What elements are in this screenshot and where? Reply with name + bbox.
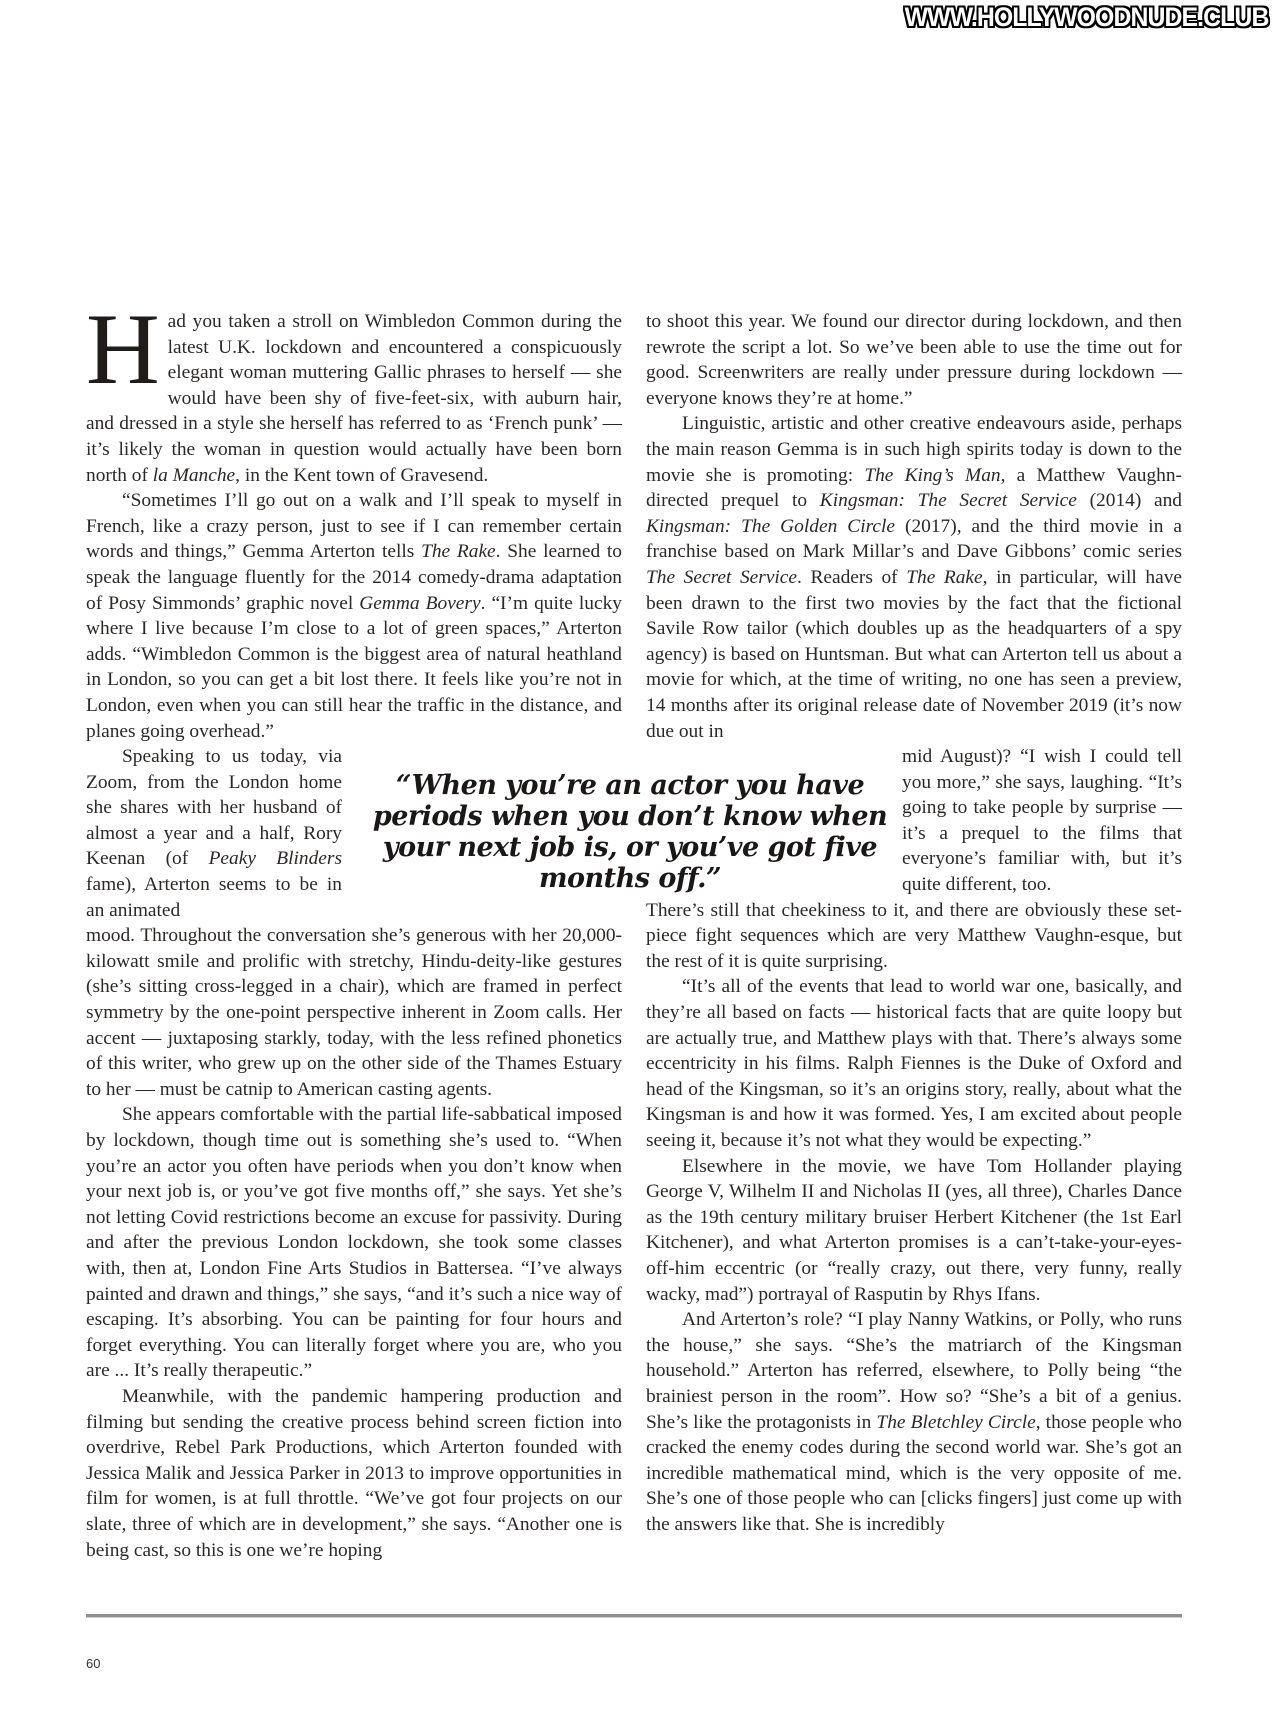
article-paragraph: She appears comfortable with the partial life-sabbatical imposed by lockdown, though time out is something she’s used to. “When you’re an actor you often have periods when you don’t know when your next job is, or you’ve got five months off,” she says. Yet she’s not letting Covid restrictions become an excuse for passivity. During and after the previous London lockdown, she took some classes with, then at, London Fine Arts Studios in Battersea. “I’ve always painted and drawn and things,” she says, “and it’s such a nice way of escaping. It’s absorbing. You can be painting for four hours and forget everything. You can literally forget where you are, who you are ... It’s really therapeutic.” [86,1104,622,1382]
pull-quote: “When you’re an actor you have periods when you don’t know when your next job is, or you’ve got five months off.” [372,770,888,894]
article-paragraph: And Arterton’s role? “I play Nanny Watkins, or Polly, who runs the house,” she says. “She’s the matriarch of the Kingsman household.” Arterton has referred, elsewhere, to Polly being “the brainiest person in the room”. How so? “She’s a bit of a genius. She’s like the protagonists in The Bletchley Circle, those people who cracked the enemy codes during the second world war. She’s got an incredible mathematical mind, which is the very opposite of me. She’s one of those people who can [clicks fingers] just come up with the answers like that. She is incredibly [646,1309,1182,1535]
article-paragraph: Meanwhile, with the pandemic hampering production and filming but sending the creative process behind screen fiction into overdrive, Rebel Park Productions, which Arterton founded with Jessica Malik and Jessica Parker in 2013 to improve opportunities in film for women, is at full throttle. “We’ve got four projects on our slate, three of which are in development,” she says. “Another one is being cast, so this is one we’re hoping [86,1385,622,1561]
page-number: 60 [86,1656,101,1671]
drop-cap: H [86,293,160,406]
footer-rule [86,1614,1182,1618]
article-paragraph: “Sometimes I’ll go out on a walk and I’ll speak to myself in French, like a crazy person, just to see if I can remember certain words and things,” Gemma Arterton tells The Rake. She learned to speak the language fluently for the 2014 comedy-drama adaptation of Posy Simmonds’ graphic novel Gemma Bovery. “I’m quite lucky where I live because I’m close to a lot of green spaces,” Arterton adds. “Wimbledon Common is the biggest area of natural heathland in London, so you can get a bit lost there. It feels like you’re not in London, even when you can still hear the traffic in the distance, and planes going overhead.” [86,490,622,742]
article-paragraph: Had you taken a stroll on Wimbledon Common during the latest U.K. lockdown and encountered a conspicuously elegant woman muttering Gallic phrases to herself — she would have been shy of five-feet-six, with auburn hair, and dressed in a style she herself has referred to as ‘French punk’ — it’s likely the woman in question would actually have been born north of la Manche, in the Kent town of Gravesend. [86,293,622,486]
article-paragraph-continued: to shoot this year. We found our director during lockdown, and then rewrote the script a lot. So we’ve been able to use the time out for good. Screenwriters are really under pressure during lockdown — everyone knows they’re at home.” [646,311,1182,409]
article-paragraph-continued: There’s still that cheekiness to it, and there are obviously these set-piece fight sequences which are very Matthew Vaughn-esque, but the rest of it is quite surprising. [646,899,1182,972]
article-paragraph-narrow: mid August)? “I wish I could tell you more,” she says, laughing. “It’s going to take people by surprise — it’s a prequel to the films that everyone’s familiar with, but it’s quite different, too. [902,746,1182,896]
article-paragraph: Linguistic, artistic and other creative endeavours aside, perhaps the main reason Gemma is in such high spirits today is down to the movie she is promoting: The King’s Man, a Matthew Vaughn-directed prequel to Kingsman: The Secret Service (2014) and Kingsman: The Golden Circle (2017), and the third movie in a franchise based on Mark Millar’s and Dave Gibbons’ comic series The Secret Service. Readers of The Rake, in particular, will have been drawn to the first two movies by the fact that the fictional Savile Row tailor (which doubles up as the headquarters of a spy agency) is based on Huntsman. But what can Arterton tell us about a movie for which, at the time of writing, no one has seen a preview, 14 months after its original release date of November 2019 (it’s now due out in [646,413,1183,742]
article-left-column [86,293,622,1563]
article-paragraph-narrow: Speaking to us today, via Zoom, from the London home she shares with her husband of almost a year and a half, Rory Keenan (of Peaky Blinders fame), Arterton seems to be in an animated [86,746,342,921]
article-right-column [646,309,1182,1538]
watermark: WWW.HOLLYWOODNUDE.CLUB [904,2,1268,32]
article-paragraph-continued: mood. Throughout the conversation she’s generous with her 20,000-kilowatt smile and prolific with stretchy, Hindu-deity-like gestures (she’s sitting cross-legged in a chair), which are framed in perfect symmetry by the one-point perspective inherent in Zoom calls. Her accent — juxtaposing starkly, today, with the less refined phonetics of this writer, who grew up on the other side of the Thames Estuary to her — must be catnip to American casting agents. [86,925,622,1100]
article-paragraph: Elsewhere in the movie, we have Tom Hollander playing George V, Wilhelm II and Nicholas II (yes, all three), Charles Dance as the 19th century military bruiser Herbert Kitchener (the 1st Earl Kitchener), and what Arterton promises is a can’t-take-your-eyes-off-him eccentric (or “really crazy, out there, very funny, really wacky, mad”) portrayal of Rasputin by Rhys Ifans. [646,1155,1182,1305]
article-paragraph: “It’s all of the events that lead to world war one, basically, and they’re all based on facts — historical facts that are quite loopy but are actually true, and Matthew plays with that. There’s always some eccentricity in his films. Ralph Fiennes is the Duke of Oxford and head of the Kingsman, so it’s an origins story, really, about what the Kingsman is and how it was formed. Yes, I am excited about people seeing it, because it’s not what they would be expecting.” [646,976,1182,1151]
